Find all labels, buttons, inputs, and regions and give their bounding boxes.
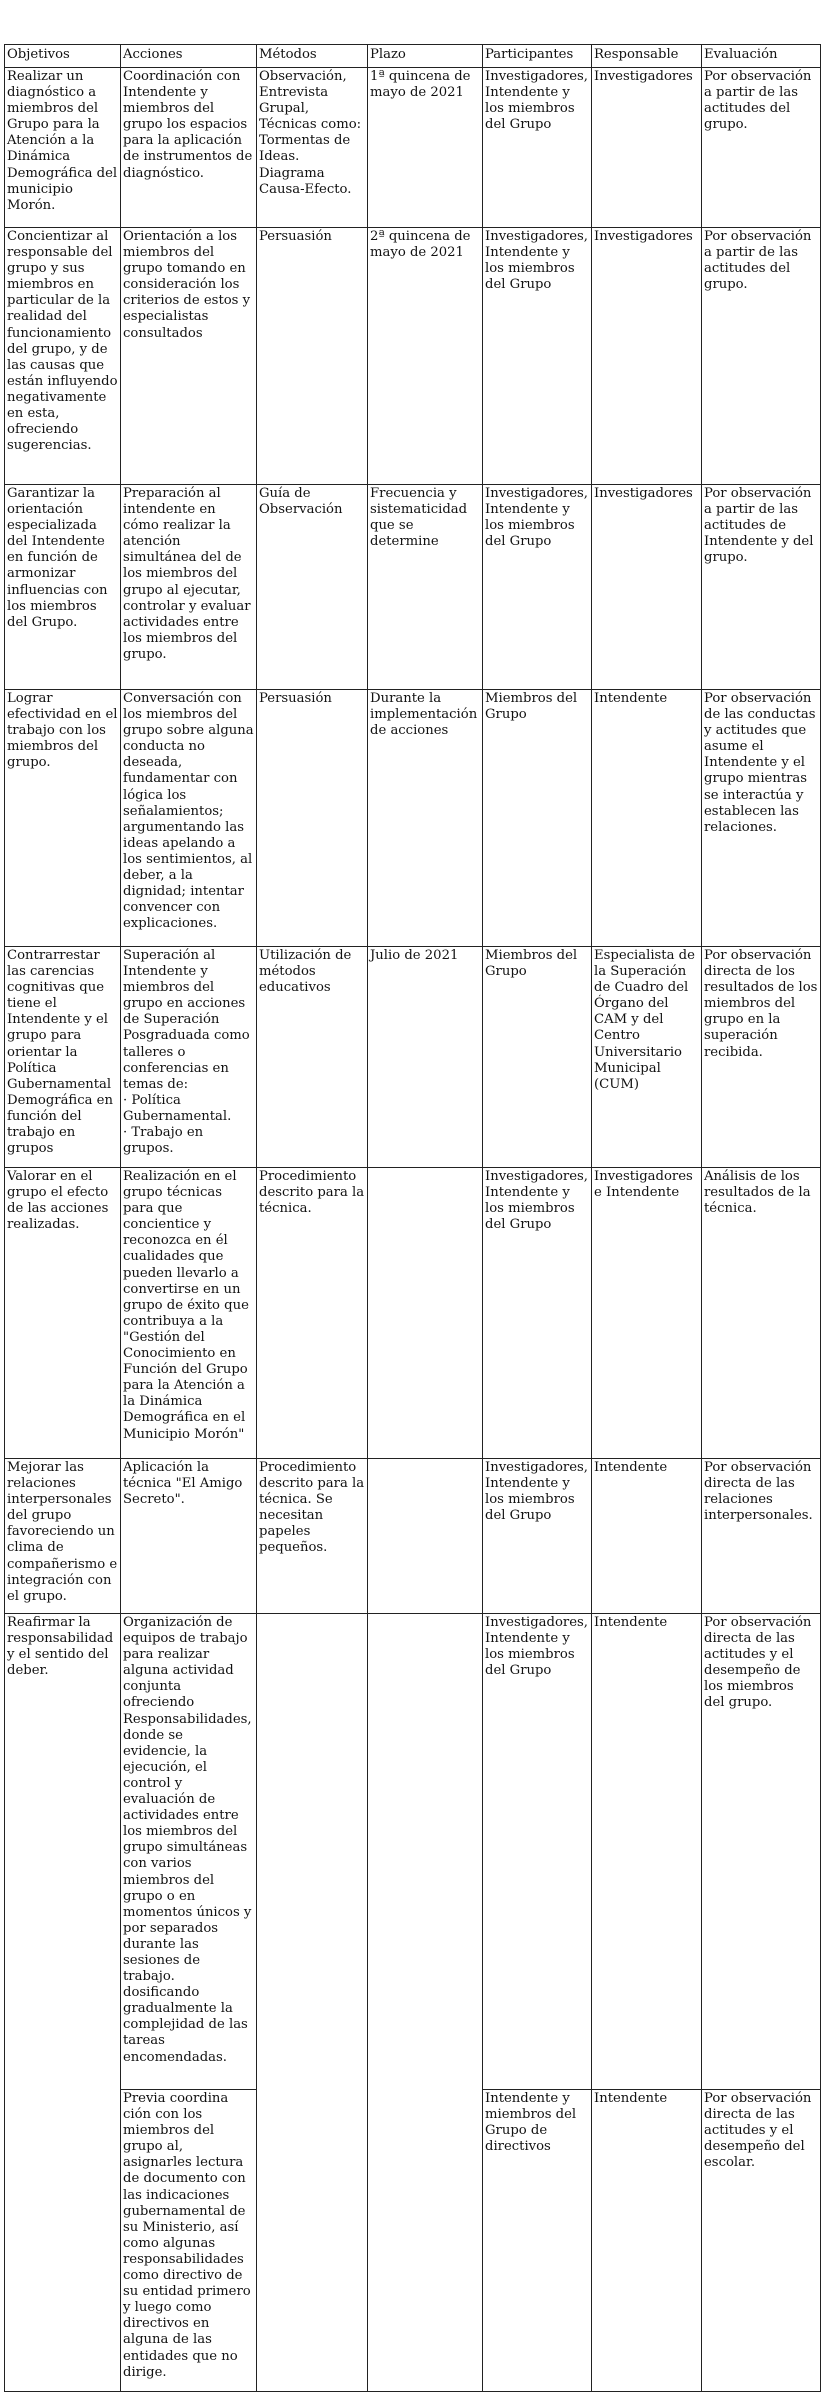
responsable-cell: Investigadores	[592, 485, 702, 690]
responsable-cell: Intendente	[592, 1459, 702, 1614]
action-plan-table	[4, 44, 821, 2392]
responsable-cell: Investigadores	[592, 68, 702, 228]
accion-cell: Preparación al intendente en cómo realizar la atención simultánea del de los miembros del grupo al ejecutar, controlar y evaluar actividades entre los miembros del grupo.	[121, 485, 257, 690]
table-row	[5, 1459, 821, 1614]
header-evaluacion: Evaluación	[702, 45, 821, 68]
accion-cell: Superación al Intendente y miembros del grupo en acciones de Superación Posgraduada como talleres o conferencias en temas de: · Política Gubernamental. · Trabajo en grupos.	[121, 947, 257, 1168]
table-row	[5, 1614, 821, 2090]
objetivo-cell: Reafirmar la responsabilidad y el sentido del deber.	[5, 1614, 121, 2392]
metodo-cell: Guía de Observación	[257, 485, 368, 690]
evaluacion-cell: Por observación directa de las actitudes y el desempeño de los miembros del grupo.	[702, 1614, 821, 2090]
objetivo-cell: Mejorar las relaciones interpersonales del grupo favoreciendo un clima de compañerismo e integración con el grupo.	[5, 1459, 121, 1614]
evaluacion-cell: Por observación a partir de las actitudes del grupo.	[702, 228, 821, 485]
metodo-cell: Procedimiento descrito para la técnica. Se necesitan papeles pequeños.	[257, 1459, 368, 1614]
header-plazo: Plazo	[368, 45, 483, 68]
evaluacion-cell: Por observación a partir de las actitudes del grupo.	[702, 68, 821, 228]
plazo-cell	[368, 1614, 483, 2392]
metodo-cell: Utilización de métodos educativos	[257, 947, 368, 1168]
plazo-cell: Frecuencia y sistematicidad que se determine	[368, 485, 483, 690]
accion-cell: Conversación con los miembros del grupo sobre alguna conducta no deseada, fundamentar con lógica los señalamientos; argumentando las ideas apelando a los sentimientos, al deber, a la dignidad; intentar convencer con explicaciones.	[121, 690, 257, 947]
responsable-cell: Investigadores e Intendente	[592, 1168, 702, 1459]
objetivo-cell: Contrarrestar las carencias cognitivas que tiene el Intendente y el grupo para orientar la Política Gubernamental Demográfica en función del trabajo en grupos	[5, 947, 121, 1168]
responsable-cell: Intendente	[592, 2090, 702, 2392]
evaluacion-cell: Por observación directa de las relaciones interpersonales.	[702, 1459, 821, 1614]
metodo-cell	[257, 1614, 368, 2392]
participantes-cell: Investigadores, Intendente y los miembros del Grupo	[483, 68, 592, 228]
accion-cell: Coordinación con Intendente y miembros del grupo los espacios para la aplicación de instrumentos de diagnóstico.	[121, 68, 257, 228]
responsable-cell: Especialista de la Superación de Cuadro del Órgano del CAM y del Centro Universitario Municipal (CUM)	[592, 947, 702, 1168]
plazo-cell: Julio de 2021	[368, 947, 483, 1168]
table-row	[5, 68, 821, 228]
responsable-cell: Investigadores	[592, 228, 702, 485]
header-objetivos: Objetivos	[5, 45, 121, 68]
table-row	[5, 690, 821, 947]
evaluacion-cell: Análisis de los resultados de la técnica.	[702, 1168, 821, 1459]
objetivo-cell: Valorar en el grupo el efecto de las acciones realizadas.	[5, 1168, 121, 1459]
header-responsable: Responsable	[592, 45, 702, 68]
evaluacion-cell: Por observación directa de las actitudes y el desempeño del escolar.	[702, 2090, 821, 2392]
objetivo-cell: Garantizar la orientación especializada del Intendente en función de armonizar influencias con los miembros del Grupo.	[5, 485, 121, 690]
plazo-cell: 1ª quincena de mayo de 2021	[368, 68, 483, 228]
participantes-cell: Investigadores, Intendente y los miembros del Grupo	[483, 485, 592, 690]
header-participantes: Participantes	[483, 45, 592, 68]
plazo-cell	[368, 1459, 483, 1614]
accion-cell: Realización en el grupo técnicas para que concientice y reconozca en él cualidades que pueden llevarlo a convertirse en un grupo de éxito que contribuya a la "Gestión del Conocimiento en Función del Grupo para la Atención a la Dinámica Demográfica en el Municipio Morón"	[121, 1168, 257, 1459]
participantes-cell: Intendente y miembros del Grupo de directivos	[483, 2090, 592, 2392]
evaluacion-cell: Por observación de las conductas y actitudes que asume el Intendente y el grupo mientras se interactúa y establecen las relaciones.	[702, 690, 821, 947]
accion-cell: Aplicación la técnica "El Amigo Secreto".	[121, 1459, 257, 1614]
table-row	[5, 1168, 821, 1459]
participantes-cell: Investigadores, Intendente y los miembros del Grupo	[483, 1614, 592, 2090]
participantes-cell: Investigadores, Intendente y los miembros del Grupo	[483, 1168, 592, 1459]
accion-cell: Previa coordina ción con los miembros del grupo al, asignarles lectura de documento con las indicaciones gubernamental de su Ministerio, así como algunas responsabilidades como directivo de su entidad primero y luego como directivos en alguna de las entidades que no dirige.	[121, 2090, 257, 2392]
table-row	[5, 228, 821, 485]
header-metodos: Métodos	[257, 45, 368, 68]
accion-cell: Orientación a los miembros del grupo tomando en consideración los criterios de estos y especialistas consultados	[121, 228, 257, 485]
plazo-cell: Durante la implementación de acciones	[368, 690, 483, 947]
evaluacion-cell: Por observación a partir de las actitudes de Intendente y del grupo.	[702, 485, 821, 690]
metodo-cell: Persuasión	[257, 690, 368, 947]
table-row	[5, 485, 821, 690]
metodo-cell: Persuasión	[257, 228, 368, 485]
header-acciones: Acciones	[121, 45, 257, 68]
objetivo-cell: Lograr efectividad en el trabajo con los miembros del grupo.	[5, 690, 121, 947]
accion-cell: Organización de equipos de trabajo para realizar alguna actividad conjunta ofreciendo Responsabilidades, donde se evidencie, la ejecución, el control y evaluación de actividades entre los miembros del grupo simultáneas con varios miembros del grupo o en momentos únicos y por separados durante las sesiones de trabajo. dosificando gradualmente la complejidad de las tareas encomendadas.	[121, 1614, 257, 2090]
evaluacion-cell: Por observación directa de los resultados de los miembros del grupo en la superación recibida.	[702, 947, 821, 1168]
objetivo-cell: Realizar un diagnóstico a miembros del Grupo para la Atención a la Dinámica Demográfica del municipio Morón.	[5, 68, 121, 228]
participantes-cell: Miembros del Grupo	[483, 690, 592, 947]
objetivo-cell: Concientizar al responsable del grupo y sus miembros en particular de la realidad del funcionamiento del grupo, y de las causas que están influyendo negativamente en esta, ofreciendo sugerencias.	[5, 228, 121, 485]
plazo-cell: 2ª quincena de mayo de 2021	[368, 228, 483, 485]
participantes-cell: Investigadores, Intendente y los miembros del Grupo	[483, 228, 592, 485]
metodo-cell: Observación, Entrevista Grupal, Técnicas como: Tormentas de Ideas. Diagrama Causa-Efecto.	[257, 68, 368, 228]
participantes-cell: Miembros del Grupo	[483, 947, 592, 1168]
metodo-cell: Procedimiento descrito para la técnica.	[257, 1168, 368, 1459]
participantes-cell: Investigadores, Intendente y los miembros del Grupo	[483, 1459, 592, 1614]
responsable-cell: Intendente	[592, 690, 702, 947]
plazo-cell	[368, 1168, 483, 1459]
table-header-row	[5, 45, 821, 68]
table-row	[5, 947, 821, 1168]
responsable-cell: Intendente	[592, 1614, 702, 2090]
